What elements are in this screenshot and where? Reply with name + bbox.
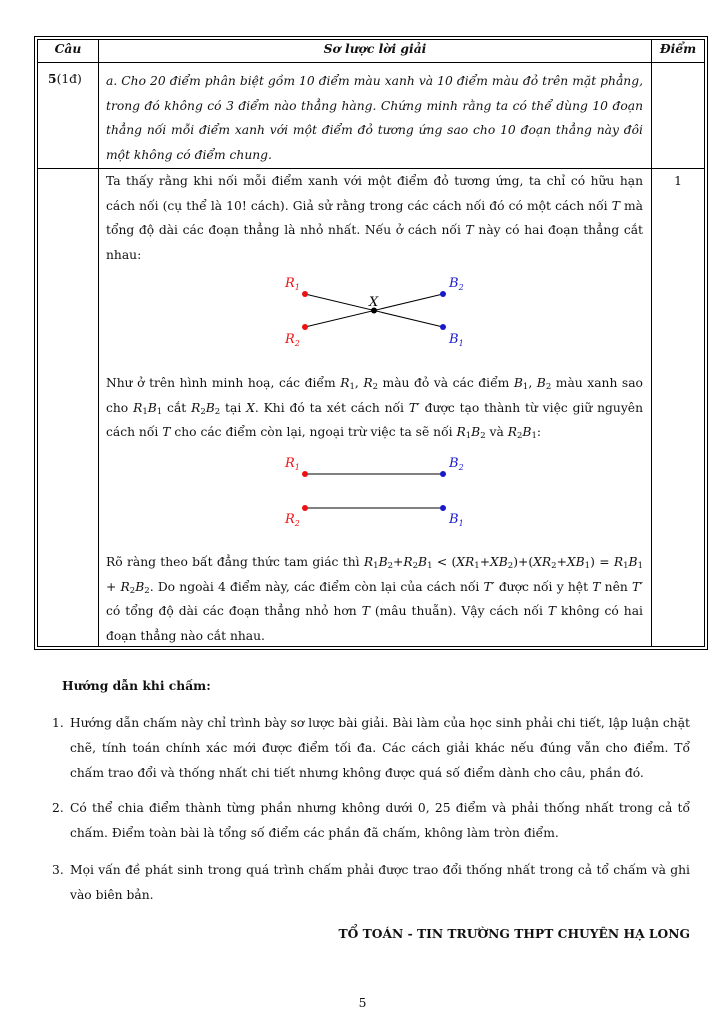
header-solution: Sơ lược lời giải <box>323 41 427 56</box>
label-b1: $B_1$ <box>449 512 464 528</box>
label-r1: $R_1$ <box>285 456 300 472</box>
department-signature: TỔ TOÁN - TIN TRƯỜNG THPT CHUYÊN HẠ LONG <box>338 926 690 941</box>
grading-note: 2. Có thể chia điểm thành từng phần nhưng không dưới 0, 25 điểm và phải thống nhất trong cả tổ chấm. Điểm toàn bài là tổng số điểm các phần đã chấm, không làm tròn điểm. <box>52 801 690 840</box>
figure-parallel-segments <box>270 450 480 532</box>
label-b1: $B_1$ <box>449 332 464 348</box>
score-value: 1 <box>674 174 682 188</box>
grading-note: 1. Hướng dẫn chấm này chỉ trình bày sơ lược bài giải. Bài làm của học sinh phải chi tiết, lập luận chặt chẽ, tính toán chính xác mới được điểm tối đa. Các cách giải khác nếu đúng vẫn cho điểm. Tổ chấm trao đổi và thống nhất chi tiết nhưng không được quá số điểm dành cho câu, phần đó. <box>52 716 690 780</box>
column-divider <box>651 39 652 647</box>
column-divider <box>98 39 99 647</box>
label-b2: $B_2$ <box>449 276 464 292</box>
header-score: Điểm <box>659 41 697 56</box>
grading-note: 3. Mọi vấn đề phát sinh trong quá trình chấm phải được trao đổi thống nhất trong cả tổ chấm và ghi vào biên bản. <box>52 863 690 902</box>
figure-crossing-segments <box>270 268 480 350</box>
problem-statement: a. Cho 20 điểm phân biệt gồm 10 điểm màu xanh và 10 điểm màu đỏ trên mặt phẳng, trong đó không có 3 điểm nào thẳng hàng. Chứng minh rằng ta có thể dùng 10 đoạn thẳng nối mỗi điểm xanh với một điểm đỏ tương ứng sao cho 10 đoạn thẳng này đôi một không có điểm chung. <box>106 74 643 162</box>
page-number: 5 <box>358 996 367 1010</box>
point-r1 <box>302 291 308 297</box>
label-x: X <box>369 295 379 310</box>
header-question: Câu <box>54 41 82 56</box>
point-r2 <box>302 324 308 330</box>
solution-paragraph-2: Như ở trên hình minh hoạ, các điểm $R_1$, $R_2$ màu đỏ và các điểm $B_1$, $B_2$ màu xanh sao cho $R_1B_1$ cắt $R_2B_2$ tại X. Khi đó ta xét cách nối T′ được tạo thành từ việc giữ nguyên cách nối T cho các điểm còn lại, ngoại trừ việc ta sẽ nối $R_1B_2$ và $R_2B_1$: <box>106 376 643 441</box>
point-b2 <box>440 291 446 297</box>
label-r2: $R_2$ <box>285 332 300 348</box>
point-r2 <box>302 505 308 511</box>
point-b1 <box>440 505 446 511</box>
solution-paragraph-1: Ta thấy rằng khi nối mỗi điểm xanh với một điểm đỏ tương ứng, ta chỉ có hữu hạn cách nối (cụ thể là 10! cách). Giả sử rằng trong các cách nối đó có một cách nối T mà tổng độ dài các đoạn thẳng là nhỏ nhất. Nếu ở cách nối T này có hai đoạn thẳng cắt nhau: <box>106 174 644 262</box>
point-r1 <box>302 471 308 477</box>
solution-paragraph-3: Rõ ràng theo bất đẳng thức tam giác thì $R_1B_2+R_2B_1 < (XR_1+XB_2)+(XR_2+XB_1) = R_1B_1 + R_2B_2$. Do ngoài 4 điểm này, các điểm còn lại của cách nối T′ được nối y hệt T nên T′ có tổng độ dài các đoạn thẳng nhỏ hơn T (mâu thuẫn). Vậy cách nối T không có hai đoạn thẳng nào cắt nhau. <box>106 555 644 643</box>
header-divider <box>37 62 705 63</box>
question-number: 5(1đ) <box>48 71 82 86</box>
point-b2 <box>440 471 446 477</box>
label-r2: $R_2$ <box>285 512 300 528</box>
grading-notes-title: Hướng dẫn khi chấm: <box>62 678 211 693</box>
label-r1: $R_1$ <box>285 276 300 292</box>
point-b1 <box>440 324 446 330</box>
label-b2: $B_2$ <box>449 456 464 472</box>
